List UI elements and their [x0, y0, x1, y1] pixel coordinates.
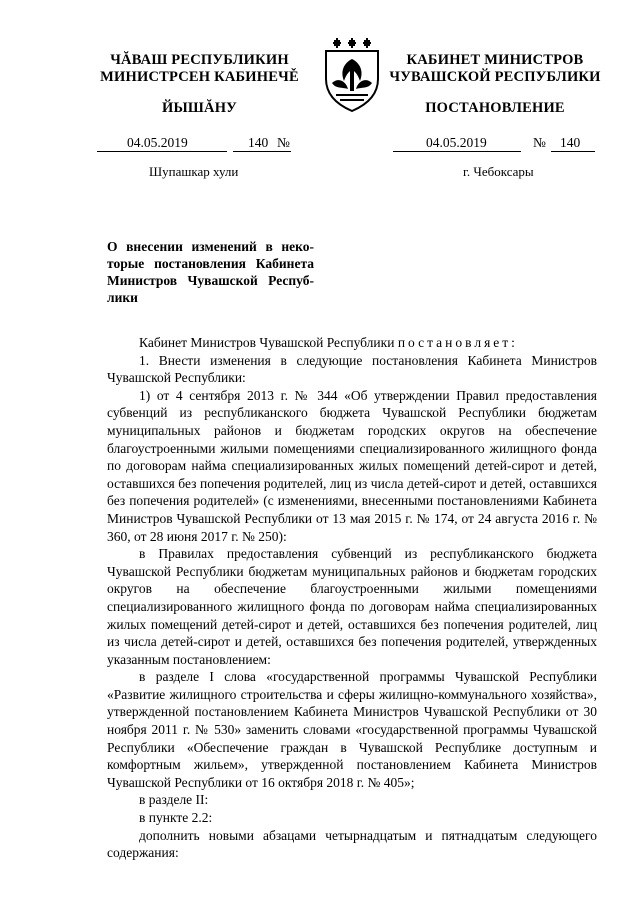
subject-line4: лики — [107, 290, 138, 305]
left-date: 04.05.2019 — [127, 135, 188, 150]
paragraph-4: в разделе I слова «государственной программы Чувашской Республики «Развитие жилищного строительства и сферы жилищно-коммунального хозяйства», утвержденной постановлением Кабинета Министров Чувашской Республики от 30 ноября 2011 г. № 530» заменить словами «государственной программы Чувашской Республики «Обеспечение граждан в Чувашской Республике доступным и комфортным жильем», утвержденной постановлением Кабинета Министров Чувашской Республики от 16 октября 2018 г. № 405»; — [107, 669, 597, 790]
paragraph-1: 1. Внести изменения в следующие постановления Кабинета Министров Чувашской Республики: — [107, 352, 597, 386]
subject-line2: торые постановления Кабинета — [107, 256, 314, 271]
paragraph-3: в Правилах предоставления субвенций из республиканского бюджета Чувашской Республики бюджетам муниципальных районов и бюджетам городских округов на обеспечение благоустроенными жилыми помещениями специализированного жилищного фонда по договорам найма специализированных жилых помещений детей-сирот и детей, оставшихся без попечения родителей, лиц из числа детей-сирот и детей, оставшихся без попечения родителей, утвержденных указанным постановлением: — [107, 546, 597, 667]
left-number: 140 — [248, 135, 269, 150]
document-subject — [107, 238, 314, 306]
left-doc-type: ЙЫШĂНУ — [161, 100, 238, 116]
right-header-line2: ЧУВАШСКОЙ РЕСПУБЛИКИ — [389, 69, 601, 85]
left-header-org — [92, 52, 307, 86]
right-place: г. Чебоксары — [463, 164, 534, 179]
right-header-line1: КАБИНЕТ МИНИСТРОВ — [406, 52, 584, 68]
left-number-sign: № — [277, 135, 290, 150]
left-header-line2: МИНИСТРСЕН КАБИНЕЧĚ — [100, 69, 299, 85]
left-date-underline — [97, 151, 227, 152]
left-header-line1: ЧĂВАШ РЕСПУБЛИКИН — [110, 52, 289, 68]
chuvash-emblem-icon — [318, 37, 386, 113]
subject-line3: Министров Чувашской Респуб- — [107, 273, 314, 288]
left-number-underline — [233, 151, 291, 152]
left-place: Шупашкар хули — [149, 164, 239, 179]
right-date-underline — [393, 151, 521, 152]
paragraph-2: 1) от 4 сентября 2013 г. № 344 «Об утверждении Правил предоставления субвенций из республиканского бюджета Чувашской Республики бюджетам муниципальных районов и бюджетам городских округов на обеспечение благоустроенными жилыми помещениями специализированного жилищного фонда по договорам найма специализированных жилых помещений детей-сирот и детей, оставшихся без попечения родителей, лиц из числа детей-сирот и детей, оставшихся без попечения родителей» (с изменениями, внесенными постановлениями Кабинета Министров Чувашской Республики от 13 мая 2015 г. № 174, от 24 августа 2016 г. № 360, от 28 июня 2017 г. № 250): — [107, 387, 597, 544]
right-number: 140 — [560, 135, 581, 150]
right-doc-type: ПОСТАНОВЛЕНИЕ — [425, 100, 565, 116]
right-number-underline — [551, 151, 595, 152]
paragraph-5: в разделе II: — [139, 792, 209, 808]
right-number-sign: № — [533, 135, 546, 150]
paragraph-7: дополнить новыми абзацами четырнадцатым и пятнадцатым следующего содержания: — [107, 827, 597, 861]
right-header-org — [385, 52, 605, 86]
subject-line1: О внесении изменений в неко- — [107, 239, 314, 254]
document-body — [107, 334, 597, 862]
preamble — [107, 334, 597, 352]
preamble-spaced: постановляет: — [397, 335, 518, 350]
preamble-text: Кабинет Министров Чувашской Республики — [139, 335, 395, 350]
right-date: 04.05.2019 — [426, 135, 487, 150]
paragraph-6: в пункте 2.2: — [139, 810, 213, 826]
